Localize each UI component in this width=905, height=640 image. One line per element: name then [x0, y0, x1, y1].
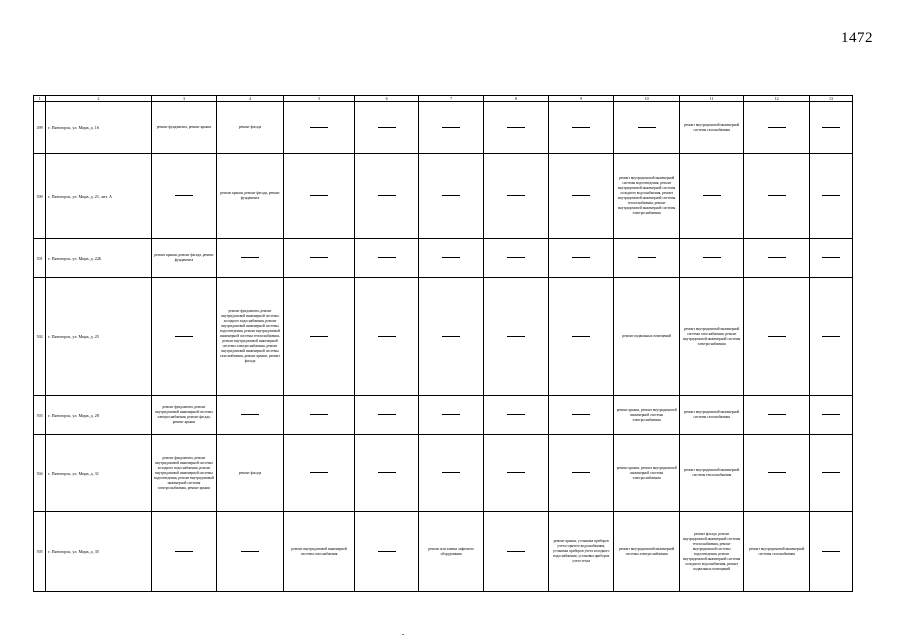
- works-cell-col-13: [809, 102, 852, 154]
- works-cell-col-3: [151, 154, 217, 239]
- address-cell: г. Пятигорск, ул. Мира, д. 21, лит. А: [46, 154, 151, 239]
- dash-placeholder: [378, 257, 396, 258]
- column-number-12: 12: [744, 96, 810, 102]
- dash-placeholder: [768, 195, 786, 196]
- works-cell-col-8: [484, 278, 548, 396]
- column-number-13: 13: [809, 96, 852, 102]
- dash-placeholder: [378, 551, 396, 552]
- dash-placeholder: [175, 336, 193, 337]
- works-cell-col-12: [744, 278, 810, 396]
- table-row: [34, 102, 853, 154]
- works-cell-col-6: [355, 102, 418, 154]
- works-cell-col-5: [283, 435, 355, 512]
- dash-placeholder: [507, 336, 525, 337]
- dash-placeholder: [507, 472, 525, 473]
- dash-placeholder: [378, 195, 396, 196]
- dash-placeholder: [442, 257, 460, 258]
- works-cell-col-6: [355, 239, 418, 278]
- dash-placeholder: [768, 127, 786, 128]
- works-cell-col-11: [679, 239, 743, 278]
- address-cell: г. Пятигорск, ул. Мира, д. 16: [46, 102, 151, 154]
- dash-placeholder: [768, 336, 786, 337]
- works-cell-col-5: [283, 154, 355, 239]
- works-cell-col-5: [283, 102, 355, 154]
- dash-placeholder: [638, 127, 656, 128]
- dash-placeholder: [310, 414, 328, 415]
- dash-placeholder: [378, 127, 396, 128]
- dash-placeholder: [572, 195, 590, 196]
- dash-placeholder: [822, 336, 840, 337]
- works-cell-col-7: [418, 396, 484, 435]
- works-cell-col-6: [355, 512, 418, 592]
- works-cell-col-10: ремонт подвальных помещений: [614, 278, 680, 396]
- works-cell-col-7: [418, 278, 484, 396]
- works-cell-col-10: [614, 102, 680, 154]
- dash-placeholder: [822, 551, 840, 552]
- works-cell-col-4: [217, 239, 284, 278]
- dash-placeholder: [703, 195, 721, 196]
- dash-placeholder: [572, 127, 590, 128]
- works-cell-col-9: [548, 396, 614, 435]
- column-number-1: 1: [34, 96, 46, 102]
- row-number: 501: [34, 239, 46, 278]
- table-body: [34, 96, 853, 592]
- dash-placeholder: [175, 551, 193, 552]
- works-cell-col-9: ремонт крыши, установка приборов учета горячего водоснабжения, установка приборов учета холодного водоснабжения, установка приборов учета тепла: [548, 512, 614, 592]
- dash-placeholder: [310, 195, 328, 196]
- works-cell-col-3: [151, 512, 217, 592]
- works-cell-col-3: ремонт фундамента, ремонт внутридомовой инженерной системы холодного водоснабжения, ремонт внутридомовой инженерной системы водоотведения, ремонт внутридомовой инженерной системы электроснабжения, ремонт крыши: [151, 435, 217, 512]
- works-cell-col-11: [679, 154, 743, 239]
- dash-placeholder: [310, 336, 328, 337]
- works-cell-col-4: ремонт крыши, ремонт фасада, ремонт фундамента: [217, 154, 284, 239]
- works-cell-col-5: ремонт внутридомовой инженерной системы газоснабжения: [283, 512, 355, 592]
- dash-placeholder: [507, 127, 525, 128]
- works-cell-col-12: ремонт внутридомовой инженерной системы газоснабжения: [744, 512, 810, 592]
- works-cell-col-8: [484, 239, 548, 278]
- works-cell-col-4: [217, 396, 284, 435]
- works-cell-col-13: [809, 278, 852, 396]
- works-cell-col-12: [744, 102, 810, 154]
- works-cell-col-7: [418, 435, 484, 512]
- row-number: 503: [34, 396, 46, 435]
- dash-placeholder: [507, 257, 525, 258]
- works-cell-col-3: ремонт крыши, ремонт фасада, ремонт фундамента: [151, 239, 217, 278]
- works-cell-col-6: [355, 435, 418, 512]
- dash-placeholder: [442, 472, 460, 473]
- address-cell: г. Пятигорск, ул. Мира, д. 35: [46, 512, 151, 592]
- row-number: 500: [34, 154, 46, 239]
- works-cell-col-13: [809, 154, 852, 239]
- column-number-6: 6: [355, 96, 418, 102]
- works-cell-col-5: [283, 239, 355, 278]
- row-number: 502: [34, 278, 46, 396]
- dash-placeholder: [442, 414, 460, 415]
- works-cell-col-10: ремонт крыши, ремонт внутридомовой инженерной системы электроснабжения: [614, 435, 680, 512]
- table-row: [34, 512, 853, 592]
- works-cell-col-5: [283, 396, 355, 435]
- dash-placeholder: [310, 257, 328, 258]
- dash-placeholder: [310, 472, 328, 473]
- table-row: [34, 154, 853, 239]
- works-cell-col-13: [809, 512, 852, 592]
- works-cell-col-9: [548, 154, 614, 239]
- works-cell-col-8: [484, 512, 548, 592]
- works-cell-col-12: [744, 435, 810, 512]
- works-cell-col-8: [484, 435, 548, 512]
- works-cell-col-12: [744, 396, 810, 435]
- address-cell: г. Пятигорск, ул. Мира, д. 31: [46, 435, 151, 512]
- works-cell-col-9: [548, 239, 614, 278]
- works-cell-col-10: ремонт крыши, ремонт внутридомовой инженерной системы электроснабжения: [614, 396, 680, 435]
- dash-placeholder: [822, 127, 840, 128]
- works-cell-col-4: ремонт фасада: [217, 102, 284, 154]
- works-cell-col-7: [418, 102, 484, 154]
- dash-placeholder: [507, 195, 525, 196]
- address-cell: г. Пятигорск, ул. Мира, д. 22Б: [46, 239, 151, 278]
- table-row: [34, 278, 853, 396]
- dash-placeholder: [507, 551, 525, 552]
- scan-speck: [402, 634, 404, 635]
- works-cell-col-3: ремонт фундамента, ремонт крыши: [151, 102, 217, 154]
- works-cell-col-8: [484, 154, 548, 239]
- dash-placeholder: [378, 414, 396, 415]
- works-cell-col-11: ремонт внутридомовой инженерной системы теплоснабжения: [679, 435, 743, 512]
- works-cell-col-9: [548, 102, 614, 154]
- works-cell-col-6: [355, 278, 418, 396]
- dash-placeholder: [572, 336, 590, 337]
- column-number-11: 11: [679, 96, 743, 102]
- works-cell-col-12: [744, 154, 810, 239]
- row-number: 499: [34, 102, 46, 154]
- dash-placeholder: [310, 127, 328, 128]
- dash-placeholder: [572, 472, 590, 473]
- works-cell-col-11: ремонт внутридомовой инженерной системы газоснабжения: [679, 102, 743, 154]
- dash-placeholder: [442, 195, 460, 196]
- works-cell-col-3: ремонт фундамента, ремонт внутридомовой инженерной системы электроснабжения, ремонт фасада, ремонт крыши: [151, 396, 217, 435]
- works-cell-col-8: [484, 102, 548, 154]
- dash-placeholder: [507, 414, 525, 415]
- works-cell-col-11: ремонт внутридомовой инженерной системы газоснабжения: [679, 396, 743, 435]
- works-cell-col-10: [614, 239, 680, 278]
- table-row: [34, 435, 853, 512]
- works-cell-col-13: [809, 396, 852, 435]
- dash-placeholder: [768, 472, 786, 473]
- works-cell-col-13: [809, 239, 852, 278]
- dash-placeholder: [822, 472, 840, 473]
- dash-placeholder: [175, 195, 193, 196]
- dash-placeholder: [768, 257, 786, 258]
- table-row: [34, 239, 853, 278]
- dash-placeholder: [241, 551, 259, 552]
- works-cell-col-12: [744, 239, 810, 278]
- dash-placeholder: [572, 414, 590, 415]
- works-cell-col-4: ремонт фасада: [217, 435, 284, 512]
- dash-placeholder: [241, 414, 259, 415]
- dash-placeholder: [378, 472, 396, 473]
- column-number-8: 8: [484, 96, 548, 102]
- dash-placeholder: [638, 257, 656, 258]
- address-cell: г. Пятигорск, ул. Мира, д. 28: [46, 396, 151, 435]
- works-cell-col-10: ремонт внутридомовой инженерной системы электроснабжения: [614, 512, 680, 592]
- dash-placeholder: [442, 127, 460, 128]
- works-cell-col-7: [418, 239, 484, 278]
- column-number-7: 7: [418, 96, 484, 102]
- dash-placeholder: [822, 414, 840, 415]
- works-cell-col-3: [151, 278, 217, 396]
- dash-placeholder: [241, 257, 259, 258]
- dash-placeholder: [703, 257, 721, 258]
- column-number-2: 2: [46, 96, 151, 102]
- table-row: [34, 396, 853, 435]
- dash-placeholder: [822, 195, 840, 196]
- capital-repair-table: [33, 95, 853, 592]
- works-cell-col-10: ремонт внутридомовой инженерной системы водоотведения, ремонт внутридомовой инженерной системы холодного водоснабжения, ремонт внутридомовой инженерной системы теплоснабжения, ремонт внутридомовой инженерной системы электроснабжения: [614, 154, 680, 239]
- works-cell-col-13: [809, 435, 852, 512]
- works-cell-col-11: ремонт фасада, ремонт внутридомовой инженерной системы теплоснабжения, ремонт внутридомовой системы водоотведения, ремонт внутридомовой инженерной системы холодного водоснабжения, ремонт подвальных помещений: [679, 512, 743, 592]
- works-cell-col-4: ремонт фундамента, ремонт внутридомовой инженерной системы холодного водоснабжения, ремонт внутридомовой инженерной системы водоотведения, ремонт внутридомовой инженерной системы теплоснабжения, ремонт внутридомовой инженерной системы электроснабжения, ремонт внутридомовой инженерной системы газоснабжения, ремонт крыши, ремонт фасада: [217, 278, 284, 396]
- works-cell-col-7: [418, 154, 484, 239]
- page-number: 1472: [841, 30, 873, 46]
- column-number-4: 4: [217, 96, 284, 102]
- dash-placeholder: [768, 414, 786, 415]
- works-cell-col-4: [217, 512, 284, 592]
- dash-placeholder: [822, 257, 840, 258]
- column-number-10: 10: [614, 96, 680, 102]
- column-number-3: 3: [151, 96, 217, 102]
- works-cell-col-11: ремонт внутридомовой инженерной системы газоснабжения, ремонт внутридомовой инженерной системы электроснабжения: [679, 278, 743, 396]
- works-cell-col-6: [355, 154, 418, 239]
- column-number-5: 5: [283, 96, 355, 102]
- dash-placeholder: [378, 336, 396, 337]
- works-cell-col-7: ремонт или замена лифтового оборудования: [418, 512, 484, 592]
- dash-placeholder: [572, 257, 590, 258]
- works-cell-col-9: [548, 278, 614, 396]
- column-number-9: 9: [548, 96, 614, 102]
- row-number: 504: [34, 435, 46, 512]
- works-cell-col-8: [484, 396, 548, 435]
- dash-placeholder: [442, 336, 460, 337]
- works-cell-col-9: [548, 435, 614, 512]
- row-number: 505: [34, 512, 46, 592]
- works-cell-col-6: [355, 396, 418, 435]
- address-cell: г. Пятигорск, ул. Мира, д. 25: [46, 278, 151, 396]
- works-cell-col-5: [283, 278, 355, 396]
